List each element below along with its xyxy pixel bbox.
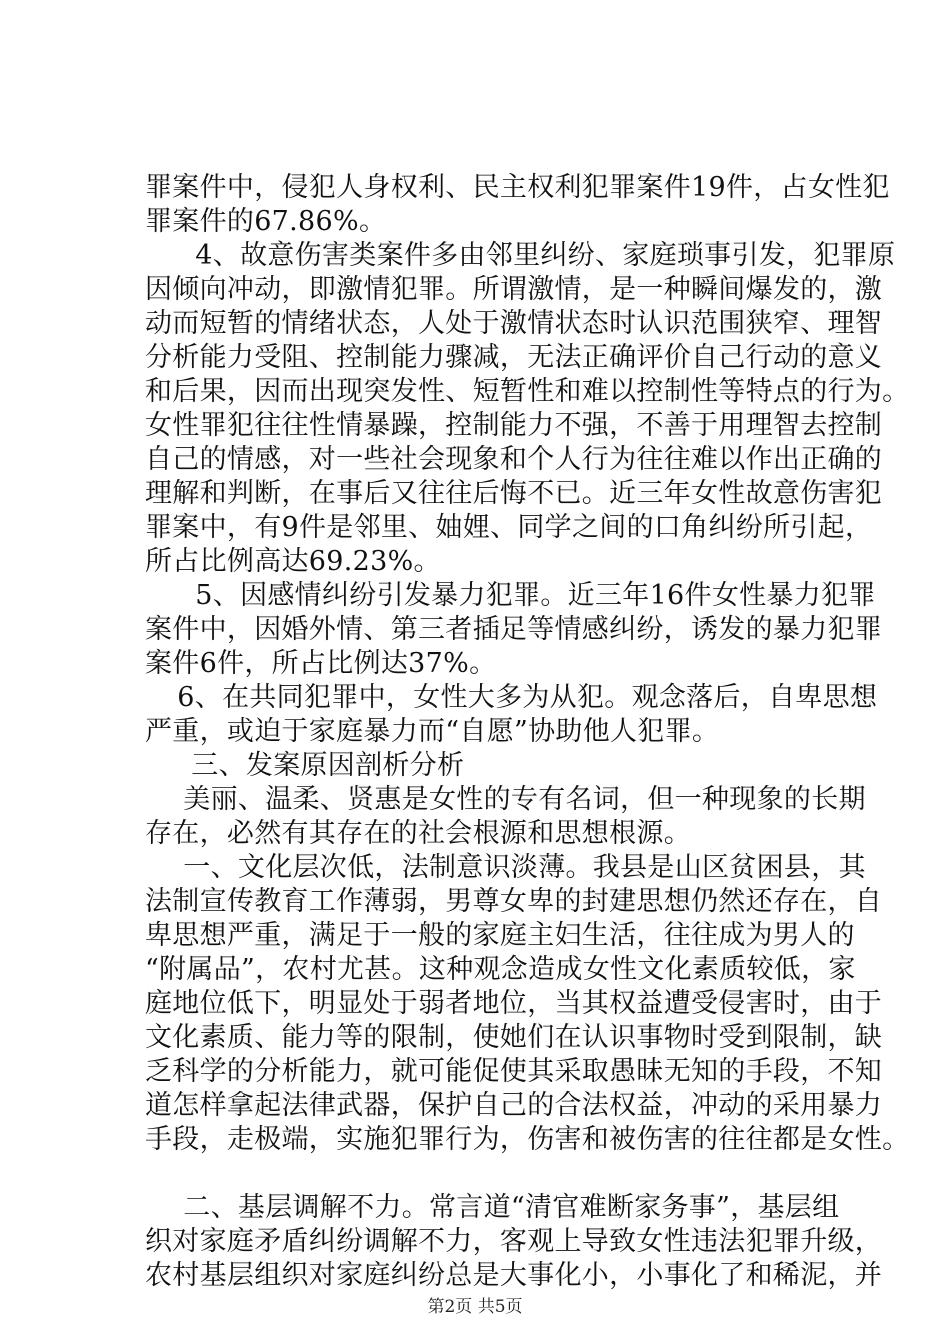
- text-line: 农村基层组织对家庭纠纷总是大事化小，小事化了和稀泥，并: [145, 1260, 883, 1291]
- text-line: 手段，走极端，实施犯罪行为，伤害和被伤害的往往都是女性。: [145, 1124, 910, 1155]
- text-line: 罪案中，有9件是邻里、妯娌、同学之间的口角纠纷所引起，: [145, 512, 873, 543]
- text-line: 庭地位低下，明显处于弱者地位，当其权益遭受侵害时，由于: [145, 988, 883, 1019]
- text-line: 罪案件中，侵犯人身权利、民主权利犯罪案件19件，占女性犯: [145, 172, 890, 203]
- text-line: 严重，或迫于家庭暴力而“自愿”协助他人犯罪。: [145, 716, 720, 747]
- text-line: 和后果，因而出现突发性、短暂性和难以控制性等特点的行为。: [145, 376, 910, 407]
- text-line: 文化素质、能力等的限制，使她们在认识事物时受到限制，缺: [145, 1022, 883, 1053]
- text-line: 6、在共同犯罪中，女性大多为从犯。观念落后，自卑思想: [150, 682, 878, 713]
- text-line: 分析能力受阻、控制能力骤减，无法正确评价自己行动的意义: [145, 342, 883, 373]
- text-line: 一、文化层次低，法制意识淡薄。我县是山区贫困县，其: [156, 852, 866, 883]
- text-line: 存在，必然有其存在的社会根源和思想根源。: [145, 818, 691, 849]
- text-line: “附属品”，农村尤甚。这种观念造成女性文化素质较低，家: [145, 954, 856, 985]
- text-line: 理解和判断，在事后又往往后悔不已。近三年女性故意伤害犯: [145, 478, 883, 509]
- text-line: 动而短暂的情绪状态，人处于激情状态时认识范围狭窄、理智: [145, 308, 883, 339]
- text-line: 法制宣传教育工作薄弱，男尊女卑的封建思想仍然还存在，自: [145, 886, 883, 917]
- text-line: 罪案件的67.86%。: [145, 206, 387, 237]
- page-number: 第2页 共5页: [427, 1297, 523, 1317]
- text-line: 所占比例高达69.23%。: [145, 546, 441, 577]
- text-line: 5、因感情纠纷引发暴力犯罪。近三年16件女性暴力犯罪: [168, 580, 876, 611]
- text-line: 4、故意伤害类案件多由邻里纠纷、家庭琐事引发，犯罪原: [168, 240, 896, 271]
- text-line: 织对家庭矛盾纠纷调解不力，客观上导致女性违法犯罪升级，: [145, 1226, 883, 1257]
- text-line: 卑思想严重，满足于一般的家庭主妇生活，往往成为男人的: [145, 920, 855, 951]
- text-line: 女性罪犯往往性情暴躁，控制能力不强，不善于用理智去控制: [145, 410, 883, 441]
- text-line: 三、发案原因剖析分析: [164, 750, 465, 781]
- text-line: 因倾向冲动，即激情犯罪。所谓激情，是一种瞬间爆发的，激: [145, 274, 883, 305]
- text-line: 美丽、温柔、贤惠是女性的专有名词，但一种现象的长期: [156, 784, 866, 815]
- text-line: 二、基层调解不力。常言道“清官难断家务事”，基层组: [156, 1192, 840, 1223]
- text-line: 案件6件，所占比例达37%。: [145, 648, 497, 679]
- text-line: 乏科学的分析能力，就可能促使其采取愚昧无知的手段，不知: [145, 1056, 883, 1087]
- text-line: 道怎样拿起法律武器，保护自己的合法权益，冲动的采用暴力: [145, 1090, 883, 1121]
- text-line: 案件中，因婚外情、第三者插足等情感纠纷，诱发的暴力犯罪: [145, 614, 883, 645]
- text-line: 自己的情感，对一些社会现象和个人行为往往难以作出正确的: [145, 444, 883, 475]
